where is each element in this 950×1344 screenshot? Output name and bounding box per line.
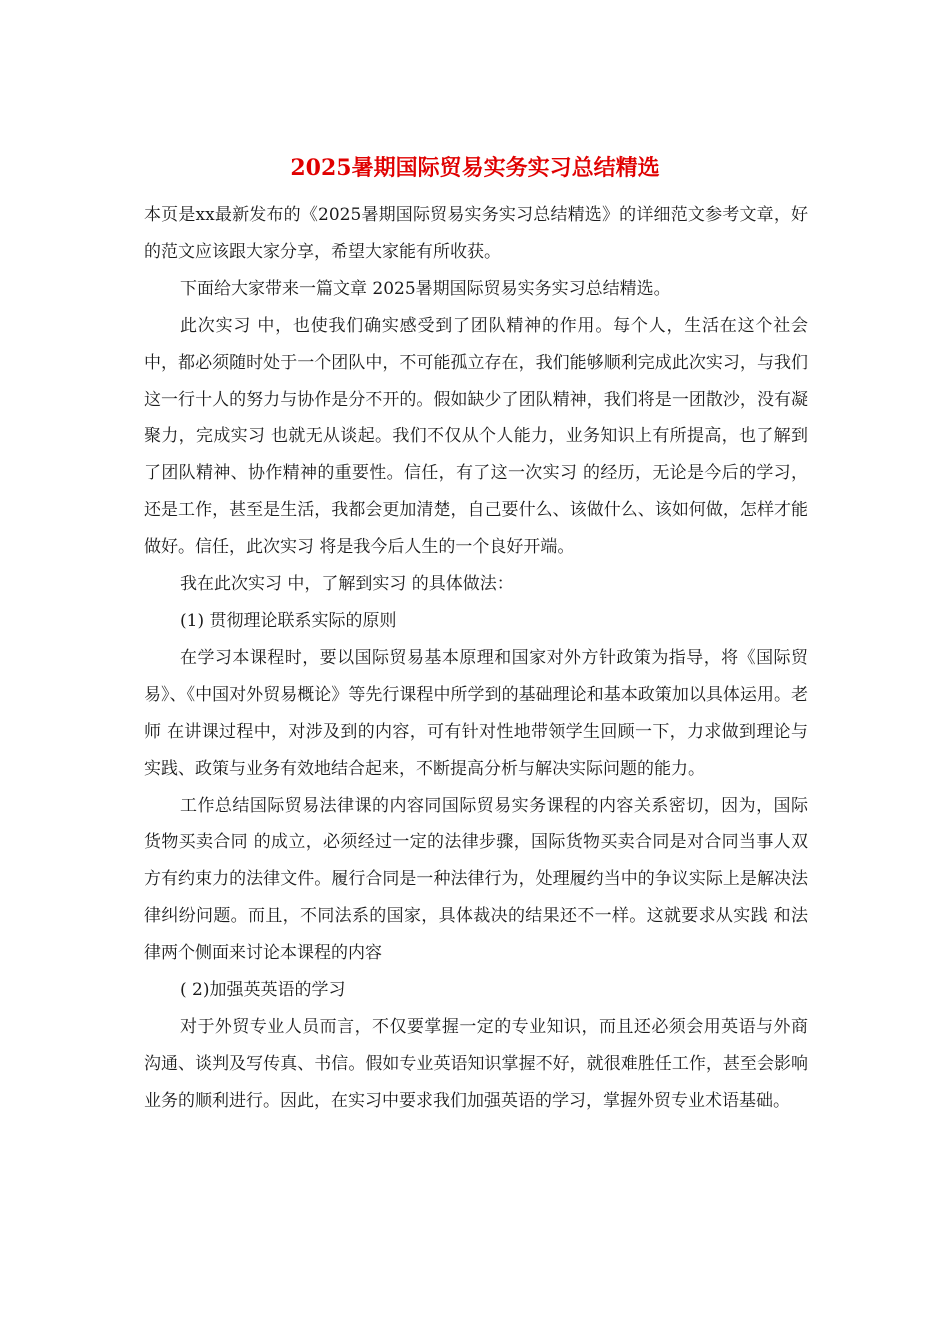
body-paragraph: 此次实习 中，也使我们确实感受到了团队精神的作用。每个人，生活在这个社会中，都必须随时处于一个团队中，不可能孤立存在，我们能够顺利完成此次实习，与我们这一行十人的努力与协作是分不开的。假如缺少了团队精神，我们将是一团散沙，没有凝聚力，完成实习 也就无从谈起。我们不仅从个人能力，业务知识上有所提高，也了解到了团队精神、协作精神的重要性。信任，有了这一次实习 的经历，无论是今后的学习，还是工作，甚至是生活，我都会更加清楚，自己要什么、该做什么、该如何做，怎样才能做好。信任，此次实习 将是我今后人生的一个良好开端。 [144,315,808,558]
body-paragraph: 我在此次实习 中，了解到实习 的具体做法： [180,574,514,595]
body-paragraph: 下面给大家带来一篇文章 2025暑期国际贸易实务实习总结精选。 [180,278,671,299]
body-paragraph: 在学习本课程时，要以国际贸易基本原理和国家对外方针政策为指导，将《国际贸易》、《中国对外贸易概论》等先行课程中所学到的基础理论和基本政策加以具体运用。老师 在讲课过程中，对涉及到的内容，可有针对性地带领学生回顾一下，力求做到理论与实践、政策与业务有效地结合起来，不断提高分析与解决实际问题的能力。 [144,647,808,779]
body-paragraph: 对于外贸专业人员而言，不仅要掌握一定的专业知识，而且还必须会用英语与外商沟通、谈判及写传真、书信。假如专业英语知识掌握不好，就很难胜任工作，甚至会影响业务的顺利进行。因此，在实习中要求我们加强英语的学习，掌握外贸专业术语基础。 [144,1016,808,1111]
section-heading: ( 2)加强英英语的学习 [180,980,346,1001]
document-body [144,197,808,1120]
body-paragraph: 工作总结国际贸易法律课的内容同国际贸易实务课程的内容关系密切，因为，国际货物买卖合同 的成立，必须经过一定的法律步骤，国际货物买卖合同是对合同当事人双方有约束力的法律文件。履行合同是一种法律行为，处理履约当中的争议实际上是解决法律纠纷问题。而且，不同法系的国家，具体裁决的结果还不一样。这就要求从实践 和法律两个侧面来讨论本课程的内容 [144,795,808,964]
section-heading: (1) 贯彻理论联系实际的原则 [180,610,397,631]
document-title: 2025暑期国际贸易实务实习总结精选 [290,155,660,181]
intro-paragraph: 本页是xx最新发布的《2025暑期国际贸易实务实习总结精选》的详细范文参考文章，好的范文应该跟大家分享，希望大家能有所收获。 [144,205,808,262]
